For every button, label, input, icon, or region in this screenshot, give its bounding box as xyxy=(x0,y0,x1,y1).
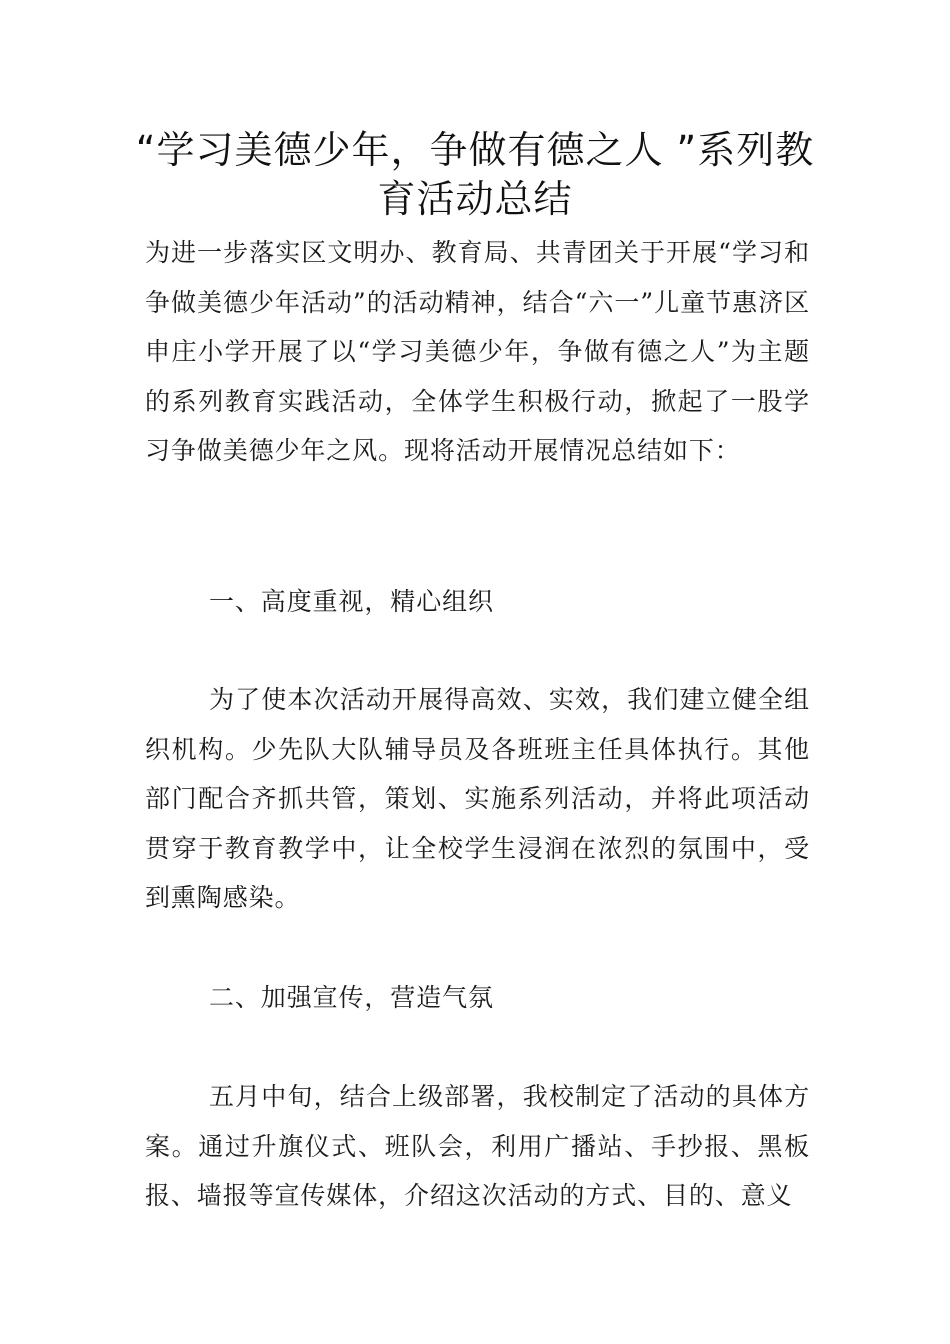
section-1-heading: 一、高度重视，精心组织 xyxy=(209,587,494,616)
section-2-paragraph: 五月中旬，结合上级部署，我校制定了活动的具体方案。通过升旗仪式、班队会，利用广播站、手抄报、黑板报、墙报等宣传媒体，介绍这次活动的方式、目的、意义 xyxy=(145,1082,810,1210)
section-2-heading: 二、加强宣传，营造气氛 xyxy=(209,983,494,1012)
intro-paragraph: 为进一步落实区文明办、教育局、共青团关于开展“学习和争做美德少年活动”的活动精神，结合“六一”儿童节惠济区申庄小学开展了以“学习美德少年，争做有德之人”为主题的系列教育实践活动，全体学生积极行动，掀起了一股学习争做美德少年之风。现将活动开展情况总结如下： xyxy=(145,238,810,465)
document-title: “学习美德少年，争做有德之人 ”系列教育活动总结 xyxy=(135,128,815,221)
section-1-paragraph: 为了使本次活动开展得高效、实效，我们建立健全组织机构。少先队大队辅导员及各班班主任具体执行。其他部门配合齐抓共管，策划、实施系列活动，并将此项活动贯穿于教育教学中，让全校学生浸润在浓烈的氛围中，受到熏陶感染。 xyxy=(145,685,810,912)
